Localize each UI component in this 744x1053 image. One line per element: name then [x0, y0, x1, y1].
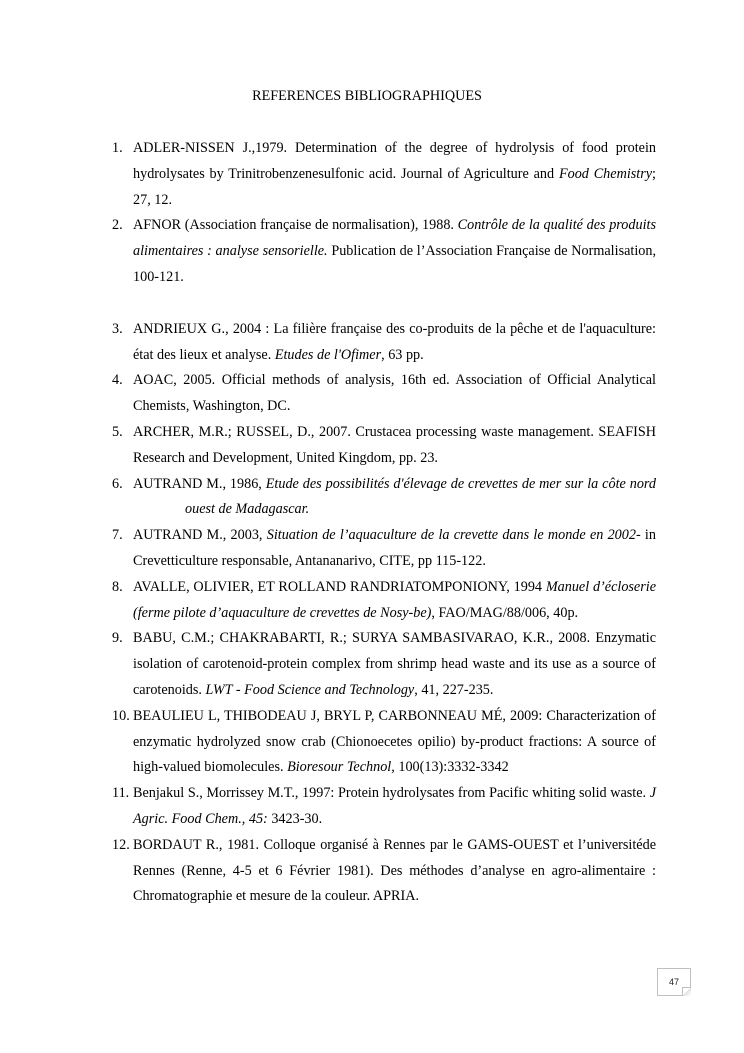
reference-journal: Food Chemistry [558, 165, 653, 182]
reference-text: AFNOR (Association française de normalisation), 1988. [133, 217, 458, 234]
reference-text: , 41, 227-235. [414, 681, 494, 698]
reference-number: 2. [112, 217, 123, 234]
page-number-box [657, 968, 691, 996]
reference-item [112, 368, 656, 420]
reference-number: 10. [112, 707, 130, 724]
reference-text: ANDRIEUX G., 2004 : La filière française des co-produits de la pêche et de l'aquaculture: état des lieux et analyse. [133, 320, 656, 363]
reference-item [112, 472, 656, 524]
reference-journal: Bioresour Technol, [287, 759, 395, 776]
reference-title: Situation de l’aquaculture de la crevette dans le monde en 2002- [266, 527, 641, 544]
reference-item [112, 420, 656, 472]
reference-text: AUTRAND M., 1986, [133, 475, 266, 492]
page-number: 47 [668, 977, 679, 987]
reference-number: 6. [112, 475, 123, 492]
reference-item [112, 781, 656, 833]
reference-text: AVALLE, OLIVIER, ET ROLLAND RANDRIATOMPONIONY, 1994 [133, 578, 546, 595]
reference-number: 11. [112, 785, 130, 802]
reference-number: 4. [112, 372, 123, 389]
reference-journal: J Agric. Food Chem., 45: [133, 785, 656, 827]
reference-number: 5. [112, 423, 123, 440]
reference-title: Contrôle de la qualité des produits alimentaires : analyse sensorielle. [133, 217, 656, 260]
reference-title: Manuel d’écloserie (ferme pilote d’aquaculture de crevettes de Nosy-be) [133, 578, 656, 621]
reference-text: ; 27, 12. [133, 165, 656, 208]
reference-item [112, 136, 656, 213]
reference-text: AUTRAND M., 2003, [133, 527, 267, 544]
reference-item [112, 833, 656, 910]
reference-journal: Etudes de l'Ofimer [274, 346, 382, 363]
reference-title: Etude des possibilités d'élevage de crevettes de mer sur la côte nord [265, 475, 657, 492]
reference-item [112, 704, 656, 781]
reference-number: 7. [112, 527, 123, 544]
reference-text: BABU, C.M.; CHAKRABARTI, R.; SURYA SAMBASIVARAO, K.R., 2008. Enzymatic isolation of carotenoid-protein complex from shrimp head waste and its use as a source of carotenoids. [133, 630, 656, 698]
reference-text: ADLER-NISSEN J.,1979. Determination of the degree of hydrolysis of food protein hydrolysates by Trinitrobenzenesulfonic acid. Journal of Agriculture and [133, 140, 656, 182]
reference-number: 12. [112, 836, 130, 853]
page-curl-icon [682, 987, 691, 996]
reference-title: ouest de Madagascar. [185, 501, 310, 518]
reference-text: , 63 pp. [381, 346, 424, 363]
reference-number: 9. [112, 630, 123, 647]
reference-list [112, 136, 656, 910]
reference-item [112, 213, 656, 290]
reference-journal: LWT - Food Science and Technology [205, 681, 415, 698]
reference-item [112, 575, 656, 627]
reference-text: in Crevetticulture responsable, Antananarivo, CITE, pp 115-122. [133, 527, 656, 569]
reference-text: 100(13):3332-3342 [394, 759, 509, 776]
reference-text: , FAO/MAG/88/006, 40p. [431, 604, 579, 621]
reference-number: 8. [112, 578, 123, 595]
reference-text: ARCHER, M.R.; RUSSEL, D., 2007. Crustacea processing waste management. SEAFISH Research and Development, United Kingdom, pp. 23. [133, 423, 656, 466]
reference-number: 3. [112, 320, 123, 337]
reference-number: 1. [112, 140, 123, 156]
reference-text: Publication de l’Association Française de Normalisation, 100-121. [133, 243, 656, 285]
reference-item [112, 523, 656, 575]
reference-text: Benjakul S., Morrissey M.T., 1997: Protein hydrolysates from Pacific whiting solid waste. [133, 785, 650, 802]
reference-text: 3423-30. [267, 810, 323, 827]
reference-text: BEAULIEU L, THIBODEAU J, BRYL P, CARBONNEAU MÉ, 2009: Characterization of enzymatic hydrolyzed snow crab (Chionoecetes opilio) by-product fractions: A source of high-valued biomolecules. [133, 707, 656, 776]
reference-item [112, 317, 656, 369]
page-title: REFERENCES BIBLIOGRAPHIQUES [252, 88, 482, 104]
reference-text: AOAC, 2005. Official methods of analysis, 16th ed. Association of Official Analytical Chemists, Washington, DC. [133, 372, 656, 415]
reference-item [112, 626, 656, 703]
reference-text: BORDAUT R., 1981. Colloque organisé à Rennes par le GAMS-OUEST et l’universitéde Rennes (Renne, 4-5 et 6 Février 1981). Des méthodes d’analyse en agro-alimentaire : Chromatographie et mesure de la couleur. APRIA. [133, 836, 656, 905]
